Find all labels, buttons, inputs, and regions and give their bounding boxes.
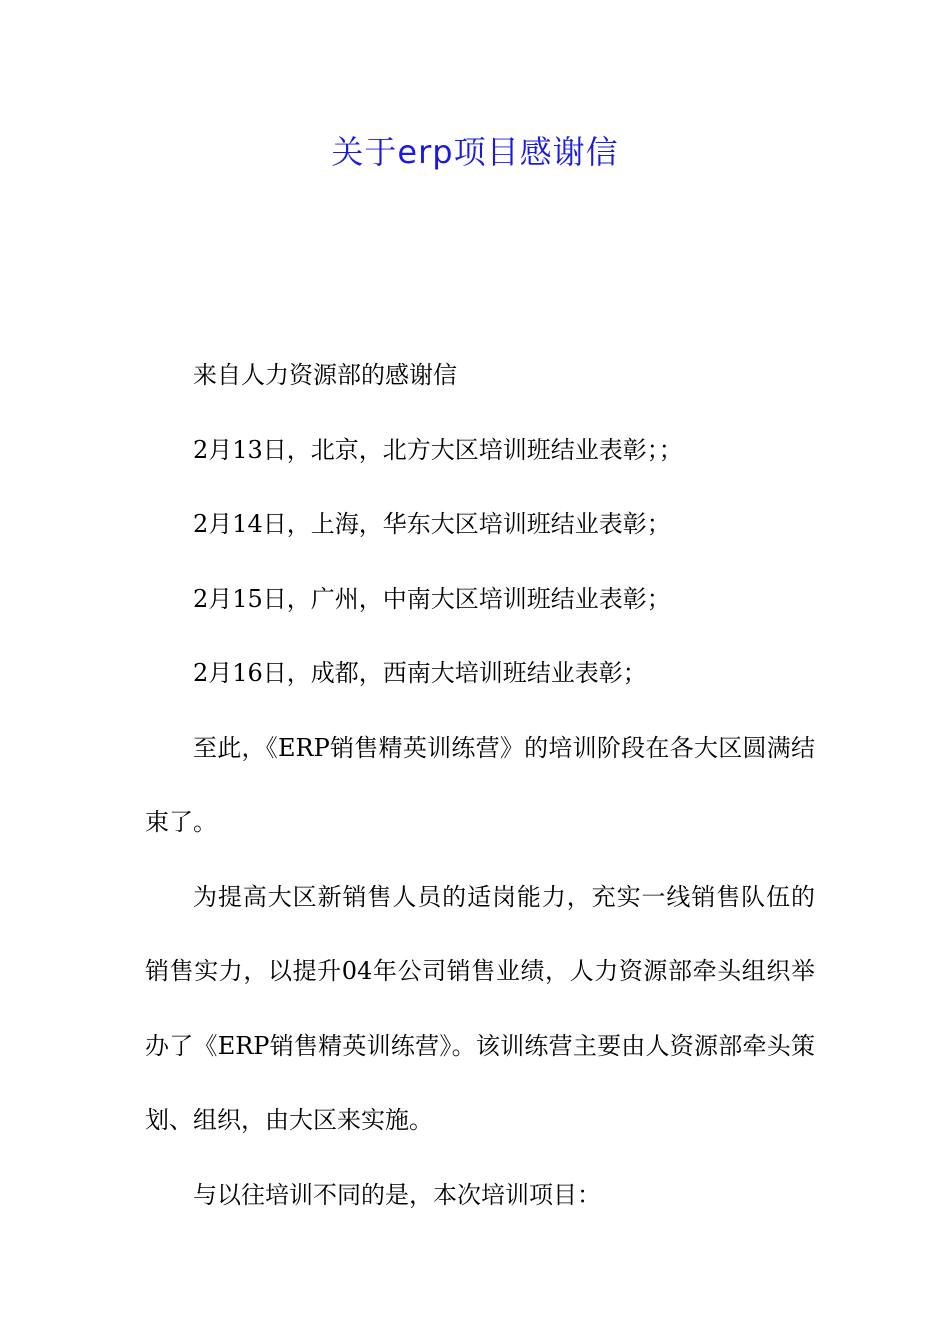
paragraph-greeting: 来自人力资源部的感谢信 xyxy=(193,361,457,389)
document-title: 关于erp项目感谢信 xyxy=(331,133,619,171)
paragraph-beijing: 2月13日，北京，北方大区培训班结业表彰；； xyxy=(193,435,683,464)
document-body xyxy=(145,338,815,1232)
paragraph-conclusion: 至此，《ERP销售精英训练营》的培训阶段在各大区圆满结束了。 xyxy=(145,733,815,836)
paragraph-chengdu: 2月16日，成都，西南大培训班结业表彰； xyxy=(193,659,647,687)
paragraph-background: 为提高大区新销售人员的适岗能力，充实一线销售队伍的销售实力，以提升04年公司销售业绩，人力资源部牵头组织举办了《ERP销售精英训练营》。该训练营主要由人资源部牵头策划、组织，由大区来实施。 xyxy=(145,882,815,1134)
paragraph-shanghai: 2月14日，上海，华东大区培训班结业表彰； xyxy=(193,510,671,538)
paragraph-difference: 与以往培训不同的是，本次培训项目： xyxy=(193,1180,601,1209)
paragraph-guangzhou: 2月15日，广州，中南大区培训班结业表彰； xyxy=(193,584,671,613)
